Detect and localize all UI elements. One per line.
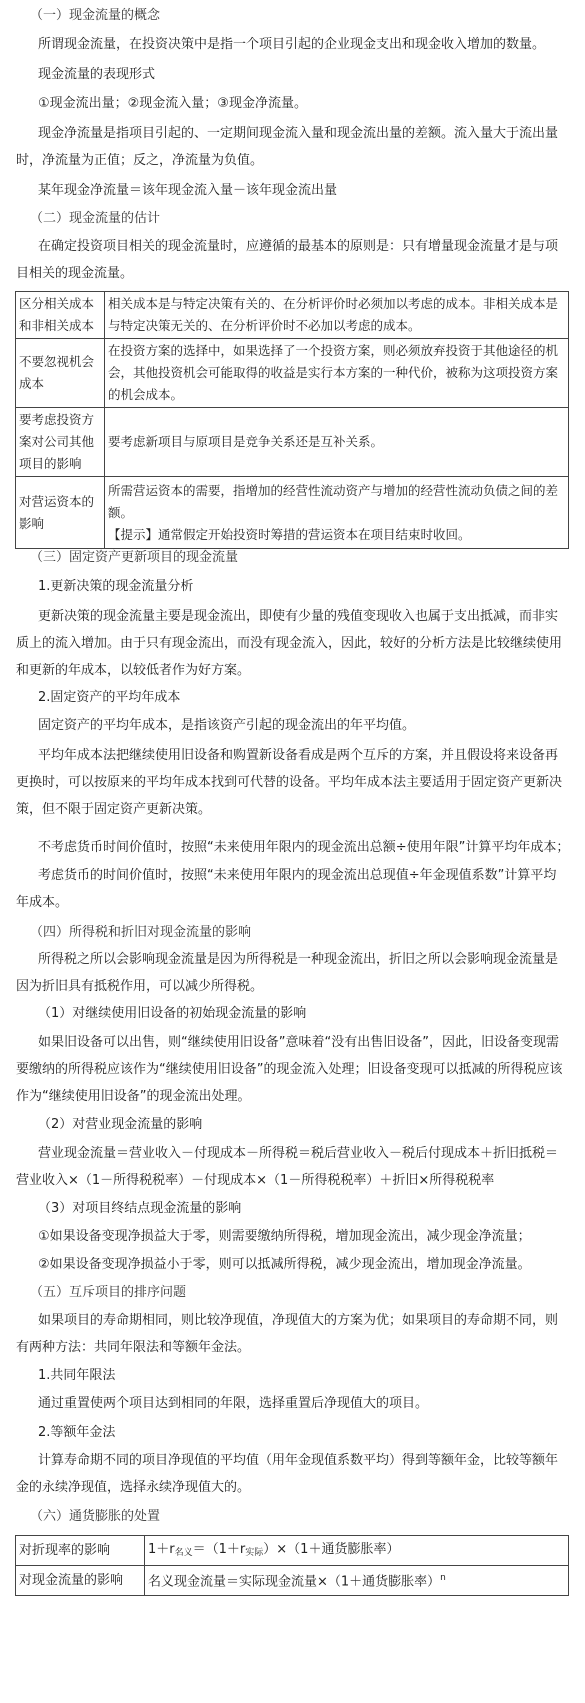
- section-1-title: （一）现金流量的概念: [30, 8, 161, 23]
- table-cell-label: 要考虑投资方案对公司其他项目的影响: [16, 408, 105, 477]
- list-item: ①如果设备变现净损益大于零，则需要缴纳所得税，增加现金流出，减少现金净流量；: [38, 1229, 531, 1244]
- paragraph: 更新决策的现金流量主要是现金流出，即使有少量的残值变现收入也属于支出抵减，而非实质上的流入增加。由于只有现金流出，而没有现金流入，因此，较好的分析方法是比较继续使用和更新的年成本，以较低者作为好方案。: [16, 609, 563, 678]
- subheading: 1.共同年限法: [38, 1368, 116, 1383]
- paragraph: 计算寿命期不同的项目净现值的平均值（用年金现值系数平均）得到等额年金，比较等额年金的永续净现值，选择永续净现值大的。: [16, 1453, 559, 1495]
- formula-subscript: 名义: [174, 1548, 193, 1558]
- table-cell-label: 对营运资本的影响: [16, 477, 105, 549]
- paragraph: 在确定投资项目相关的现金流量时，应遵循的最基本的原则是：只有增量现金流量才是与项目相关的现金流量。: [16, 239, 559, 281]
- subheading: （1）对继续使用旧设备的初始现金流量的影响: [38, 1006, 307, 1021]
- table-cell-formula: [145, 1536, 569, 1566]
- section-2-title: （二）现金流量的估计: [30, 211, 161, 226]
- formula: 某年现金净流量＝该年现金流入量－该年现金流出量: [38, 183, 338, 198]
- paragraph: 固定资产的平均年成本，是指该资产引起的现金流出的年平均值。: [38, 718, 416, 733]
- subheading: 1.更新决策的现金流量分析: [38, 579, 194, 594]
- table-cell-formula: [145, 1566, 569, 1596]
- table-cell-label: 对现金流量的影响: [16, 1566, 145, 1596]
- section-3-title: （三）固定资产更新项目的现金流量: [30, 550, 239, 565]
- table-cell-text: 在投资方案的选择中，如果选择了一个投资方案，则必须放弃投资于其他途径的机会，其他投资机会可能取得的收益是实行本方案的一种代价，被称为这项投资方案的机会成本。: [105, 339, 569, 408]
- table-cell-text: [105, 477, 569, 549]
- paragraph: 考虑货币的时间价值时，按照“未来使用年限内的现金流出总现值÷年金现值系数”计算平均年成本。: [16, 868, 557, 910]
- paragraph: ①现金流出量；②现金流入量；③现金净流量。: [38, 96, 307, 111]
- table-cell-text: 相关成本是与特定决策有关的、在分析评价时必须加以考虑的成本。非相关成本是与特定决策无关的、在分析评价时不必加以考虑的成本。: [105, 292, 569, 339]
- table-row: [16, 1536, 569, 1566]
- subheading: （2）对营业现金流量的影响: [38, 1117, 203, 1132]
- subheading: 2.固定资产的平均年成本: [38, 690, 181, 705]
- formula-part: ＝（1＋r: [192, 1542, 246, 1557]
- table-cell-label: 区分相关成本和非相关成本: [16, 292, 105, 339]
- table-cell-label: 对折现率的影响: [16, 1536, 145, 1566]
- paragraph: 现金净流量是指项目引起的、一定期间现金流入量和现金流出量的差额。流入量大于流出量时，净流量为正值；反之，净流量为负值。: [16, 126, 559, 168]
- formula-part: 名义现金流量＝实际现金流量×（1＋通货膨胀率）: [148, 1574, 441, 1590]
- tip-note: 【提示】通常假定开始投资时筹措的营运资本在项目结束时收回。: [108, 526, 471, 542]
- inflation-table: [15, 1535, 569, 1596]
- table-row: [16, 339, 569, 408]
- section-5-title: （五）互斥项目的排序问题: [30, 1285, 187, 1300]
- paragraph: 平均年成本法把继续使用旧设备和购置新设备看成是两个互斥的方案，并且假设将来设备再更换时，可以按原来的平均年成本找到可代替的设备。平均年成本法主要适用于固定资产更新决策，但不限于固定资产更新决策。: [16, 748, 563, 817]
- paragraph: 所得税之所以会影响现金流量是因为所得税是一种现金流出，折旧之所以会影响现金流量是因为折旧具有抵税作用，可以减少所得税。: [16, 952, 559, 994]
- list-item: ②如果设备变现净损益小于零，则可以抵减所得税，减少现金流出，增加现金净流量。: [38, 1257, 531, 1272]
- estimate-table: [15, 291, 569, 549]
- subheading: （3）对项目终结点现金流量的影响: [38, 1201, 242, 1216]
- paragraph: 所谓现金流量，在投资决策中是指一个项目引起的企业现金支出和现金收入增加的数量。: [38, 37, 546, 52]
- paragraph: 不考虑货币时间价值时，按照“未来使用年限内的现金流出总额÷使用年限”计算平均年成本；: [38, 840, 569, 855]
- table-row: [16, 477, 569, 549]
- table-cell-label: 不要忽视机会成本: [16, 339, 105, 408]
- paragraph: 如果项目的寿命期相同，则比较净现值，净现值大的方案为优；如果项目的寿命期不同，则有两种方法：共同年限法和等额年金法。: [16, 1313, 559, 1355]
- table-row: [16, 1566, 569, 1596]
- formula-superscript: n: [440, 1573, 446, 1584]
- formula-part: 1＋r: [148, 1542, 175, 1557]
- paragraph: 如果旧设备可以出售，则“继续使用旧设备”意味着“没有出售旧设备”，因此，旧设备变现需要缴纳的所得税应该作为“继续使用旧设备”的现金流入处理；旧设备变现可以抵减的所得税应该作为“继续使用旧设备”的现金流出处理。: [16, 1035, 563, 1104]
- table-row: [16, 292, 569, 339]
- table-cell-text: 要考虑新项目与原项目是竞争关系还是互补关系。: [105, 408, 569, 477]
- subheading: 现金流量的表现形式: [38, 67, 156, 82]
- subheading: 2.等额年金法: [38, 1425, 116, 1440]
- table-row: [16, 408, 569, 477]
- paragraph: 通过重置使两个项目达到相同的年限，选择重置后净现值大的项目。: [38, 1396, 429, 1411]
- section-6-title: （六）通货膨胀的处置: [30, 1509, 161, 1524]
- formula: 营业现金流量＝营业收入－付现成本－所得税＝税后营业收入－税后付现成本＋折旧抵税＝营业收入×（1－所得税税率）－付现成本×（1－所得税税率）＋折旧×所得税税率: [16, 1146, 559, 1188]
- section-4-title: （四）所得税和折旧对现金流量的影响: [30, 925, 252, 940]
- formula-part: ）×（1＋通货膨胀率）: [263, 1542, 400, 1557]
- table-cell-text: 所需营运资本的需要，指增加的经营性流动资产与增加的经营性流动负债之间的差额。: [108, 482, 559, 520]
- formula-subscript: 实际: [245, 1548, 264, 1558]
